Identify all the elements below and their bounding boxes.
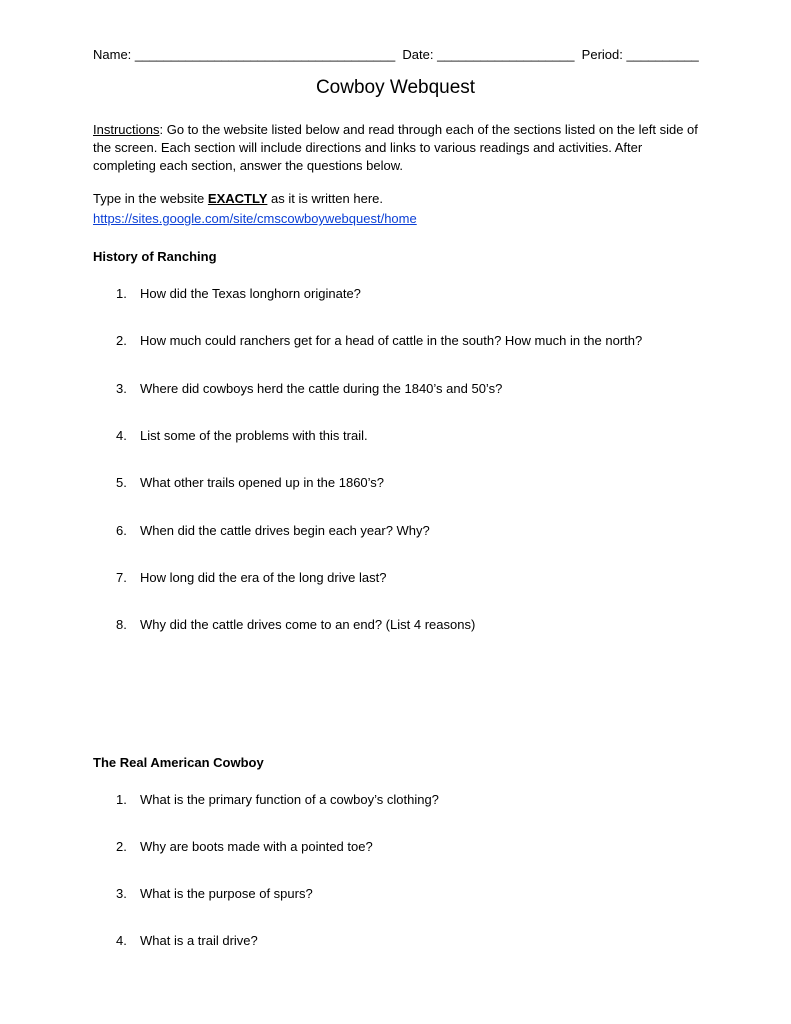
website-instruction-emphasis: EXACTLY [207,191,268,206]
question-text: When did the cattle drives begin each year? Why? [140,523,430,538]
section-heading-history-of-ranching: History of Ranching [93,249,217,264]
question-item [116,428,368,443]
section-heading-real-american-cowboy: The Real American Cowboy [93,755,264,770]
question-text: How much could ranchers get for a head of cattle in the south? How much in the north? [140,333,643,348]
question-item [116,333,642,348]
question-item [116,286,361,301]
question-item [116,617,475,632]
page-title: Cowboy Webquest [315,77,476,98]
website-instruction-after: as it is written here. [267,191,383,206]
question-text: What other trails opened up in the 1860’s? [140,475,385,490]
instructions-text: : Go to the website listed below and read through each of the sections listed on the left side of the screen. Each section will include directions and links to various readings and activities. After completing each section, answer the questions below. [93,122,698,173]
question-number: 1. [116,286,127,301]
question-number: 3. [116,886,127,901]
question-number: 3. [116,381,127,396]
question-item [116,839,373,854]
question-item [116,933,258,948]
question-number: 4. [116,933,127,948]
instructions-label: Instructions [93,122,160,137]
name-date-period-line: Name: ____________________________________ Date: ___________________ Period: __________ [93,47,699,62]
question-text: How long did the era of the long drive last? [140,570,387,585]
question-item [116,523,430,538]
question-item [116,381,502,396]
question-number: 4. [116,428,127,443]
question-number: 2. [116,333,127,348]
question-number: 8. [116,617,127,632]
question-text: Why are boots made with a pointed toe? [140,839,373,854]
webquest-link[interactable]: https://sites.google.com/site/cmscowboywebquest/home [93,211,417,226]
website-instruction [93,191,383,206]
question-text: What is the primary function of a cowboy’s clothing? [140,792,439,807]
question-number: 6. [116,523,127,538]
question-text: What is the purpose of spurs? [140,886,313,901]
question-number: 7. [116,570,127,585]
question-number: 2. [116,839,127,854]
question-text: Where did cowboys herd the cattle during the 1840’s and 50’s? [140,381,503,396]
question-number: 1. [116,792,127,807]
question-item [116,570,386,585]
question-text: What is a trail drive? [140,933,258,948]
question-number: 5. [116,475,127,490]
question-text: How did the Texas longhorn originate? [140,286,361,301]
instructions-paragraph [93,121,703,175]
question-item [116,886,313,901]
question-text: Why did the cattle drives come to an end? (List 4 reasons) [140,617,476,632]
website-instruction-before: Type in the website [93,191,208,206]
question-item [116,792,439,807]
question-item [116,475,384,490]
question-text: List some of the problems with this trail. [140,428,368,443]
